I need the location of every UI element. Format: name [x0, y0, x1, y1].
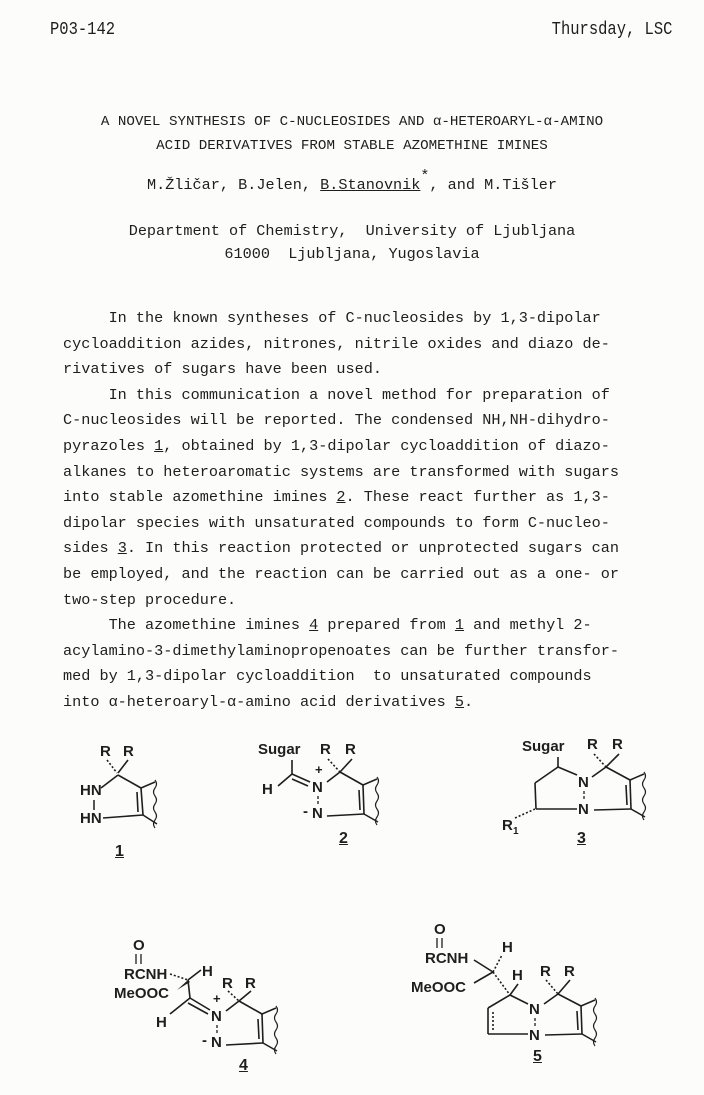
affiliation — [0, 220, 704, 266]
body-line — [63, 511, 683, 537]
body-text-run: pyrazoles — [63, 436, 155, 455]
corresponding-marker: * — [420, 168, 430, 185]
s5-rcnh: RCNH — [425, 950, 469, 967]
s2-n-bottom: N — [312, 805, 323, 822]
structure-5 — [400, 900, 640, 1070]
s2-n-top: N — [312, 779, 323, 796]
s3-r1-subscript: 1 — [513, 826, 519, 837]
body-text-run: In the known syntheses of C-nucleosides by 1,3-dipolar — [63, 309, 601, 327]
compound-reference: 2 — [336, 488, 346, 507]
body-line — [63, 383, 683, 409]
body-line — [63, 536, 683, 562]
body-line — [63, 613, 683, 639]
body-text-run: rivatives of sugars have been used. — [63, 360, 382, 379]
s4-oxygen: O — [133, 937, 145, 954]
body-line — [63, 639, 683, 665]
body-text-run: into α-heteroaryl-α-amino acid derivatives — [63, 692, 455, 711]
s4-h-bottom: H — [156, 1014, 167, 1031]
body-line — [63, 357, 683, 383]
structure-4 — [100, 910, 300, 1080]
compound-reference: 3 — [117, 539, 127, 558]
body-text-run: alkanes to heteroaromatic systems are transformed with sugars — [63, 462, 619, 481]
s4-minus: - — [202, 1032, 207, 1049]
s2-r-right: R — [345, 741, 356, 758]
s3-n-top: N — [578, 774, 589, 791]
authors-part-2: , and M.Tišler — [429, 176, 558, 194]
s1-r-left: R — [100, 743, 111, 760]
body-line — [63, 306, 683, 332]
paper-code: P03-142 — [50, 20, 116, 40]
body-text-run: acylamino-3-dimethylaminopropenoates can be further transfor- — [63, 641, 619, 660]
structure-3 — [480, 725, 660, 860]
s5-label: 5 — [533, 1048, 542, 1065]
corresponding-author: B.Stanovnik — [320, 176, 421, 194]
body-text-run: and methyl 2- — [464, 616, 592, 635]
affiliation-line-2: 61000 Ljubljana, Yugoslavia — [224, 245, 480, 263]
s4-r-left: R — [222, 975, 233, 992]
s4-meooc: MeOOC — [114, 985, 170, 1002]
s3-r1: R — [502, 817, 513, 834]
body-text-run: , obtained by 1,3-dipolar cycloaddition of diazo- — [163, 436, 610, 455]
body-text-run: C-nucleosides will be reported. The condensed NH,NH-dihydro- — [63, 411, 610, 430]
s4-rcnh: RCNH — [124, 966, 168, 983]
body-text-run: . — [464, 692, 474, 711]
author-list — [0, 168, 704, 194]
body-text-run: two-step procedure. — [63, 590, 237, 609]
body-text-run: . In this reaction protected or unprotected sugars can — [126, 539, 619, 558]
body-text-run: med by 1,3-dipolar cycloaddition to unsaturated compounds — [63, 667, 592, 686]
s5-h-ring: H — [512, 967, 523, 984]
body-line — [63, 588, 683, 614]
authors-part-1: M.Žličar, B.Jelen, — [146, 176, 321, 194]
s5-meooc: MeOOC — [411, 979, 467, 996]
body-text-run: prepared from — [318, 616, 455, 635]
body-text-run: sides — [63, 539, 118, 558]
body-text-run: dipolar species with unsaturated compounds to form C-nucleo- — [63, 513, 610, 532]
s4-h-top: H — [202, 963, 213, 980]
title-line-2: ACID DERIVATIVES FROM STABLE AZOMETHINE IMINES — [156, 138, 548, 154]
affiliation-line-1: Department of Chemistry, University of Ljubljana — [128, 222, 576, 240]
s1-label: 1 — [115, 843, 124, 860]
s5-r-left: R — [540, 963, 551, 980]
s4-label: 4 — [239, 1057, 248, 1074]
body-line — [63, 664, 683, 690]
s1-nh-top: HN — [80, 782, 102, 799]
s3-label: 3 — [577, 830, 586, 847]
s5-oxygen: O — [434, 921, 446, 938]
compound-reference: 5 — [454, 692, 465, 711]
s2-label: 2 — [339, 830, 348, 847]
s1-nh-bottom: HN — [80, 810, 102, 827]
abstract-body — [63, 306, 683, 716]
s3-sugar: Sugar — [522, 738, 565, 755]
s2-minus: - — [303, 803, 308, 820]
s2-h: H — [262, 781, 273, 798]
structure-1 — [60, 730, 200, 870]
s3-r-right: R — [612, 736, 623, 753]
body-line — [63, 332, 683, 358]
s4-n-top: N — [211, 1008, 222, 1025]
s5-n-bottom: N — [529, 1027, 540, 1044]
s1-r-right: R — [123, 743, 134, 760]
compound-reference: 1 — [154, 436, 164, 455]
body-text-run: be employed, and the reaction can be carried out as a one- or — [63, 564, 619, 583]
compound-reference: 1 — [454, 616, 465, 635]
body-text-run: In this communication a novel method for preparation of — [63, 385, 610, 404]
s3-r-left: R — [587, 736, 598, 753]
s3-n-bottom: N — [578, 801, 589, 818]
s5-h-top: H — [502, 939, 513, 956]
body-text-run: cycloaddition azides, nitrones, nitrile oxides and diazo de- — [63, 334, 610, 353]
s5-r-right: R — [564, 963, 575, 980]
s2-r-left: R — [320, 741, 331, 758]
s2-plus: + — [315, 762, 323, 777]
session-label: Thursday, LSC — [551, 20, 672, 40]
body-line — [63, 408, 683, 434]
body-line — [63, 690, 683, 716]
body-text-run: . These react further as 1,3- — [345, 488, 610, 507]
s5-n-top: N — [529, 1001, 540, 1018]
body-line — [63, 485, 683, 511]
structure-2 — [240, 730, 410, 860]
body-line — [63, 460, 683, 486]
s4-r-right: R — [245, 975, 256, 992]
title-line-1: A NOVEL SYNTHESIS OF C-NUCLEOSIDES AND α-HETEROARYL-α-AMINO — [100, 114, 604, 130]
body-line — [63, 562, 683, 588]
body-text-run: The azomethine imines — [63, 616, 310, 635]
s4-n-bottom: N — [211, 1034, 222, 1051]
s2-sugar: Sugar — [258, 741, 301, 758]
compound-reference: 4 — [309, 616, 319, 635]
body-text-run: into stable azomethine imines — [63, 488, 337, 507]
s4-plus: + — [213, 991, 221, 1006]
paper-title — [0, 110, 704, 158]
body-line — [63, 434, 683, 460]
